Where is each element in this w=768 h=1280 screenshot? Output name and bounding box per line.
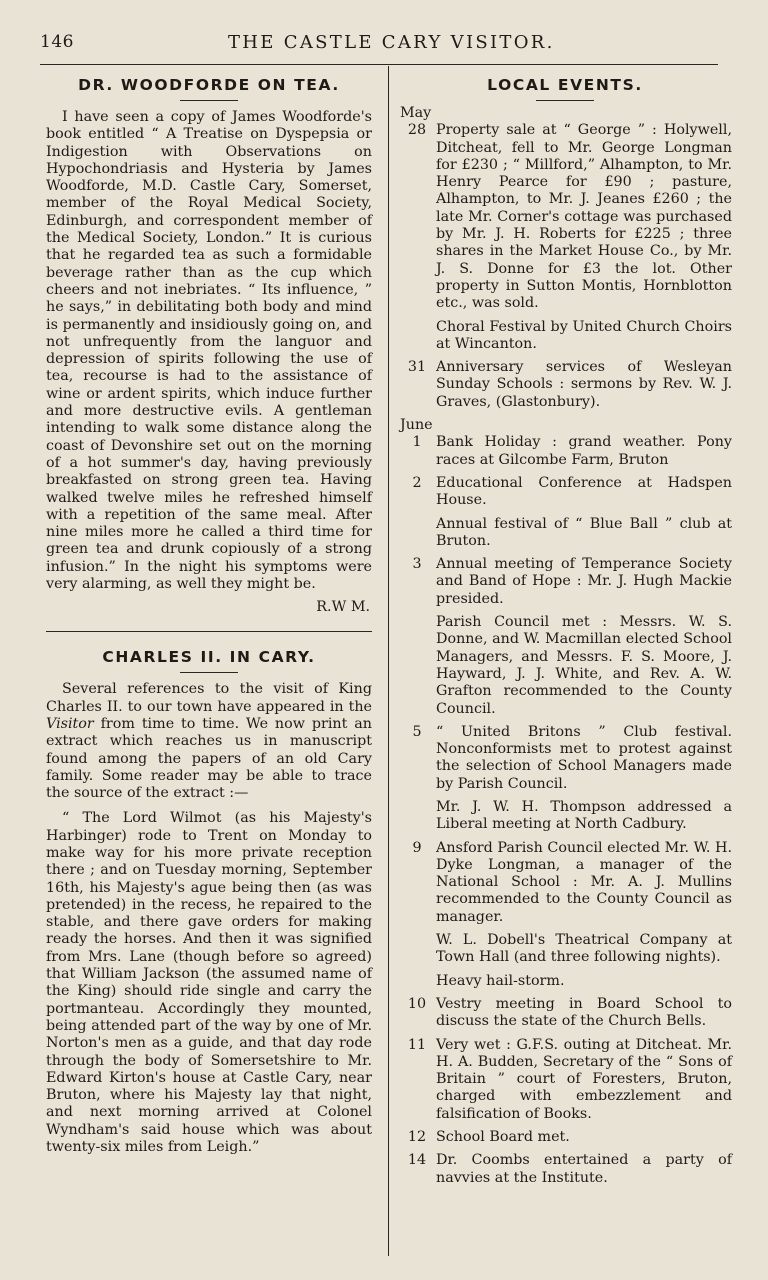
article-extract: “ The Lord Wilmot (as his Majesty's Harbinger) rode to Trent on Monday to make way for his more private reception there ; and on Tuesday morning, September 16th, his Majesty's ague being then (as was pretended) in the recess, he repaired to the stable, and there gave orders for making ready the horses. And then it was signified from Mrs. Lane (though before so agreed) that William Jackson (the assumed name of the King) should ride single and carry the portmanteau. Accordingly they mounted, being attended part of the way by one of Mr. Norton's men as a guide, and that day rode through the body of Somersetshire to Mr. Edward Kirton's house at Castle Cary, near Bruton, where his Majesty lay that night, and next morning arrived at Colonel Wyndham's said house which was about twenty-six miles from Leigh.”: [46, 810, 372, 1156]
event-entry: [398, 475, 732, 510]
event-text: Vestry meeting in Board School to discuss the state of the Church Bells.: [436, 995, 732, 1030]
event-extra: Parish Council met : Messrs. W. S. Donne, and W. Macmillan elected School Managers, and Messrs. F. S. Moore, J. Hayward, J. J. White, and Rev. A. W. Grafton recommended to the County Council.: [436, 614, 732, 717]
left-column: [46, 76, 372, 1156]
event-entry: [398, 996, 732, 1031]
event-extra: Mr. J. W. H. Thompson addressed a Liberal meeting at North Cadbury.: [436, 798, 732, 833]
event-day: 2: [412, 474, 422, 491]
event-day: 14: [407, 1152, 427, 1169]
article-signature: R.W M.: [316, 599, 370, 616]
event-text: Bank Holiday : grand weather. Pony races at Gilcombe Farm, Bruton: [436, 434, 732, 468]
section-rule: [46, 631, 372, 632]
event-day: 11: [407, 1036, 427, 1053]
column-divider: [388, 66, 389, 1256]
event-entry: [398, 1152, 732, 1187]
event-entry: [398, 724, 732, 793]
event-day: 3: [412, 556, 422, 573]
event-day: 12: [407, 1129, 427, 1146]
month-label: May: [400, 105, 432, 121]
heading-rule: [536, 100, 594, 101]
may-events: [398, 122, 732, 411]
event-extra: Heavy hail-storm.: [436, 972, 565, 989]
event-text: Annual meeting of Temperance Society and Band of Hope : Mr. J. Hugh Mackie presided.: [436, 556, 732, 607]
june-events: [398, 434, 732, 1187]
event-day: 28: [407, 122, 427, 139]
running-head: THE CASTLE CARY VISITOR.: [228, 32, 555, 53]
header-rule: [40, 64, 718, 65]
event-extra: Choral Festival by United Church Choirs at Wincanton.: [436, 318, 732, 352]
event-text: Very wet : G.F.S. outing at Ditcheat. Mr. H. A. Budden, Secretary of the “ Sons of Britain ” court of Foresters, Bruton, charged with embezzlement and falsification of Books.: [436, 1036, 732, 1122]
article-woodforde: [46, 76, 372, 615]
event-day: 31: [407, 359, 427, 376]
event-extra: Annual festival of “ Blue Ball ” club at Bruton.: [436, 515, 732, 549]
article-heading: DR. WOODFORDE ON TEA.: [78, 76, 340, 94]
event-day: 10: [407, 995, 427, 1012]
article-charles: [46, 648, 372, 1156]
article-body: I have seen a copy of James Woodforde's book entitled “ A Treatise on Dyspepsia or Indigestion with Observations on Hypochondriasis and Hysteria by James Woodforde, M.D. Castle Cary, Somerset, member of the Royal Medical Society, Edinburgh, and correspondent member of the Medical Society, London.” It is curious that he regarded tea as such a formidable beverage rather than as the cup which cheers and not inebriates. “ Its influence, ” he says,” in debilitating both body and mind is permanently and insidiously going on, and not unfrequently from the languor and depression of spirits following the use of tea, recourse is had to the assistance of wine or ardent spirits, which induce further and more destructive evils. A gentleman intending to walk some distance along the coast of Devonshire set out on the morning of a hot summer's day, having previously breakfasted on strong green tea. Having walked twelve miles he refreshed himself with a repetition of the same meal. After nine miles more he called a third time for green tea and drunk copiously of a strong infusion.” In the night his symptoms were very alarming, as well they might be.: [46, 109, 372, 593]
event-day: 9: [412, 839, 422, 856]
page-number: 146: [40, 32, 74, 52]
right-column: [398, 76, 732, 1193]
event-entry: [398, 840, 732, 926]
month-label: June: [400, 417, 433, 434]
event-text: Educational Conference at Hadspen House.: [436, 474, 732, 509]
event-entry: [398, 434, 732, 469]
article-intro: [46, 681, 372, 802]
event-extra: W. L. Dobell's Theatrical Company at Town Hall (and three following nights).: [436, 932, 732, 966]
heading-rule: [180, 672, 238, 673]
event-text: Property sale at “ George ” : Holywell, Ditcheat, fell to Mr. George Longman for £230 ; “ Millford,” Alhampton, to Mr. Henry Pearce for £90 ; pasture, Alhampton, to Mr. J. Jeanes £260 ; the late Mr. Corner's cottage was purchased by Mr. J. H. Roberts for £225 ; three shares in the Market House Co., by Mr. J. S. Donne for £3 the lot. Other property in Sutton Montis, Hornblotton etc., was sold.: [436, 122, 732, 312]
publication-title: Visitor: [46, 715, 94, 732]
event-entry: [398, 122, 732, 312]
event-entry: [398, 359, 732, 411]
events-heading: LOCAL EVENTS.: [487, 76, 643, 94]
event-text: “ United Britons ” Club festival. Nonconformists met to protest against the selection of School Managers made by Parish Council.: [436, 723, 732, 792]
intro-text: from time to time. We now print an extract which reaches us in manuscript found among the papers of an old Cary family. Some reader may be able to trace the source of the extract :—: [46, 715, 372, 802]
event-entry: [398, 556, 732, 608]
event-text: School Board met.: [436, 1129, 570, 1146]
article-heading: CHARLES II. IN CARY.: [102, 648, 316, 667]
event-entry: [398, 1037, 732, 1123]
event-text: Dr. Coombs entertained a party of navvies at the Institute.: [436, 1152, 732, 1186]
event-entry: [398, 1129, 732, 1146]
event-day: 5: [412, 723, 422, 740]
event-day: 1: [412, 434, 422, 451]
intro-text: Several references to the visit of King Charles II. to our town have appeared in the: [46, 681, 372, 715]
event-text: Anniversary services of Wesleyan Sunday Schools : sermons by Rev. W. J. Graves, (Glastonbury).: [436, 359, 732, 410]
heading-rule: [180, 100, 238, 101]
event-text: Ansford Parish Council elected Mr. W. H. Dyke Longman, a manager of the National School : Mr. A. J. Mullins recommended to the County Council as manager.: [436, 839, 732, 925]
